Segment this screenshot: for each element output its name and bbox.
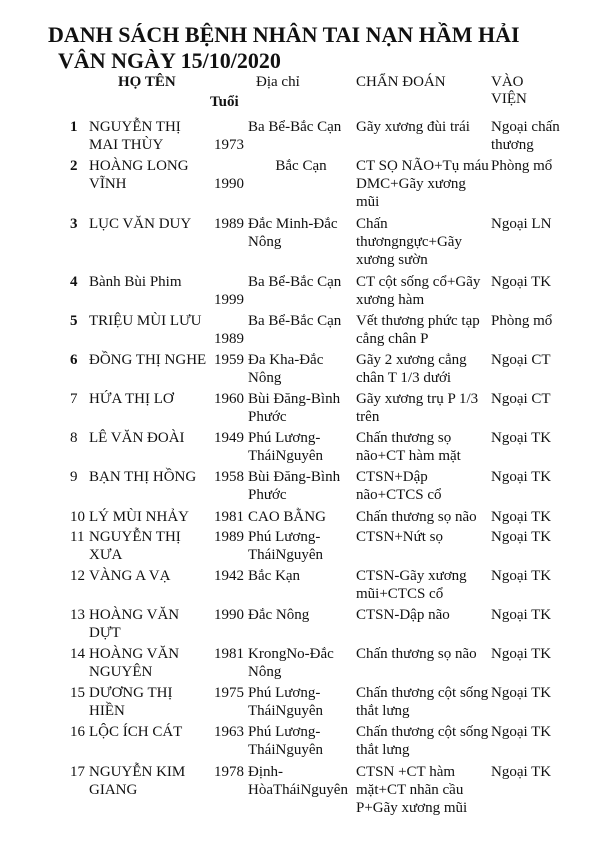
address: Bắc Cạn [275,158,327,174]
row-number: 9 [70,469,78,485]
ward: Ngoại TK [491,469,552,485]
address: Phú Lương-TháiNguyên [248,529,323,563]
ward: Ngoại TK [491,568,552,584]
row-number: 16 [70,724,85,740]
diagnosis: Chấn thương sọ não [356,646,477,662]
address: Phú Lương-TháiNguyên [248,724,323,758]
patient-name: LÝ MÙI NHẢY [89,509,189,525]
ward: Ngoại TK [491,646,552,662]
birth-year: 1942 [214,568,244,584]
address: Bắc Kạn [248,568,301,584]
diagnosis: Chấn thương cột sống thắt lưng [356,685,489,719]
document-title [12,22,592,74]
birth-year: 1975 [214,685,244,701]
address: KrongNo-Đắc Nông [248,646,334,680]
ward: Phòng mổ [491,158,553,174]
address: Phú Lương-TháiNguyên [248,430,323,464]
header-admitted-line2: VIỆN [491,91,527,107]
row-number: 17 [70,764,85,780]
diagnosis: Gãy 2 xương cẳng chân T 1/3 dưới [356,352,467,386]
patient-name: NGUYỄN THỊ XƯA [89,529,181,563]
diagnosis: CTSN-Dập não [356,607,450,623]
row-number: 1 [70,119,78,135]
patient-name: NGUYỄN THỊ MAI THÙY [89,119,181,153]
patient-name: HỨA THỊ LƠ [89,391,174,407]
ward: Ngoại chấn thương [491,119,560,153]
ward: Ngoại CT [491,352,551,368]
patient-name: ĐỒNG THỊ NGHE [89,352,207,368]
row-number: 12 [70,568,85,584]
ward: Ngoại TK [491,685,552,701]
address: Bùi Đăng-Bình Phước [248,391,341,425]
row-number: 14 [70,646,85,662]
birth-year: 1963 [214,724,244,740]
diagnosis: CTSN-Gãy xương mũi+CTCS cổ [356,568,467,602]
birth-year: 1990 [214,176,244,192]
row-number: 11 [70,529,85,545]
address: Bùi Đăng-Bình Phước [248,469,341,503]
ward: Ngoại TK [491,764,552,780]
ward: Ngoại LN [491,216,552,232]
header-age: Tuổi [210,94,239,110]
diagnosis: CTSN+Dập não+CTCS cổ [356,469,442,503]
row-number: 8 [70,430,78,446]
birth-year: 1959 [214,352,244,368]
diagnosis: Chấn thươngngực+Gãy xương sườn [356,216,462,268]
row-number: 10 [70,509,85,525]
patient-name: BẠN THỊ HỒNG [89,469,197,485]
row-number: 2 [70,158,78,174]
patient-name: LÊ VĂN ĐOÀI [89,430,185,446]
ward: Ngoại CT [491,391,551,407]
patient-name: TRIỆU MÙI LƯU [89,313,202,329]
diagnosis: Chấn thương sọ não [356,509,477,525]
header-admitted [491,74,527,108]
birth-year: 1960 [214,391,244,407]
diagnosis: CTSN +CT hàm mặt+CT nhãn cầu P+Gãy xương mũi [356,764,468,816]
row-number: 13 [70,607,85,623]
address: Phú Lương-TháiNguyên [248,685,323,719]
birth-year: 1990 [214,607,244,623]
diagnosis: CTSN+Nứt sọ [356,529,444,545]
title-line-1: DANH SÁCH BỆNH NHÂN TAI NẠN HẦM HẢI [48,22,520,47]
ward: Ngoại TK [491,607,552,623]
birth-year: 1958 [214,469,244,485]
patient-name: VÀNG A VẠ [89,568,171,584]
diagnosis: Chấn thương sọ não+CT hàm mặt [356,430,461,464]
birth-year: 1989 [214,331,244,347]
patient-name: NGUYỄN KIM GIANG [89,764,186,798]
birth-year: 1989 [214,216,244,232]
ward: Ngoại TK [491,274,552,290]
address: Ba Bể-Bắc Cạn [248,274,342,290]
birth-year: 1973 [214,137,244,153]
ward: Ngoại TK [491,430,552,446]
patient-name: Bành Bùi Phim [89,274,182,290]
diagnosis: Vết thương phức tạp cẳng chân P [356,313,480,347]
ward: Phòng mổ [491,313,553,329]
row-number: 3 [70,216,78,232]
row-number: 15 [70,685,85,701]
diagnosis: CT cột sống cổ+Gãy xương hàm [356,274,481,308]
birth-year: 1989 [214,529,244,545]
diagnosis: Gãy xương trụ P 1/3 trên [356,391,479,425]
birth-year: 1949 [214,430,244,446]
header-name: HỌ TÊN [118,74,176,90]
birth-year: 1999 [214,292,244,308]
diagnosis: Gãy xương đùi trái [356,119,470,135]
address: CAO BẰNG [248,509,326,525]
ward: Ngoại TK [491,509,552,525]
row-number: 4 [70,274,78,290]
address: Đắc Nông [248,607,310,623]
birth-year: 1981 [214,509,244,525]
patient-name: HOÀNG VĂN DỰT [89,607,180,641]
patient-name: HOÀNG LONG VĨNH [89,158,189,192]
diagnosis: Chấn thương cột sống thắt lưng [356,724,489,758]
patient-name: LỘC ÍCH CÁT [89,724,183,740]
patient-name: DƯƠNG THỊ HIỀN [89,685,173,719]
birth-year: 1978 [214,764,244,780]
address: Ba Bể-Bắc Cạn [248,313,342,329]
address: Định-HòaTháiNguyên [248,764,348,798]
ward: Ngoại TK [491,529,552,545]
ward: Ngoại TK [491,724,552,740]
patient-name: LỤC VĂN DUY [89,216,192,232]
header-admitted-line1: VÀO [491,74,524,90]
row-number: 7 [70,391,78,407]
header-address: Địa chỉ [256,74,300,90]
address: Đắc Minh-Đắc Nông [248,216,338,250]
title-line-2: VÂN NGÀY 15/10/2020 [58,48,281,73]
address: Đa Kha-Đắc Nông [248,352,324,386]
header-diagnosis: CHẨN ĐOÁN [356,74,446,90]
diagnosis: CT SỌ NÃO+Tụ máu DMC+Gãy xương mũi [356,158,489,210]
row-number: 6 [70,352,78,368]
birth-year: 1981 [214,646,244,662]
row-number: 5 [70,313,78,329]
patient-name: HOÀNG VĂN NGUYÊN [89,646,180,680]
address: Ba Bể-Bắc Cạn [248,119,342,135]
